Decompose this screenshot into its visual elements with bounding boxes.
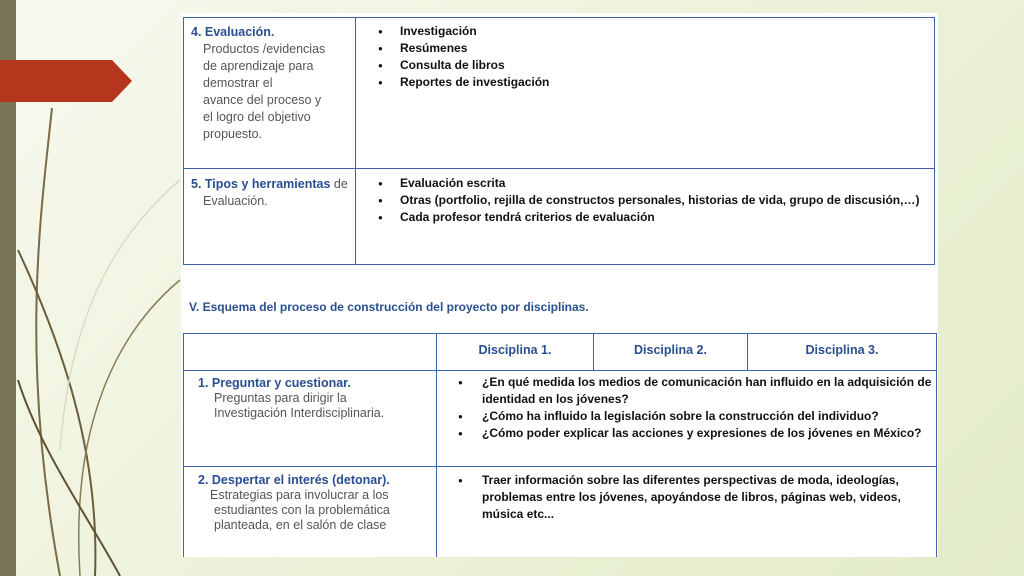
table-row xyxy=(184,467,936,558)
row-label xyxy=(198,473,390,533)
description-line: de aprendizaje para xyxy=(203,59,314,73)
evaluation-items xyxy=(370,23,549,91)
description-line: Estrategias para involucrar a los xyxy=(210,488,389,502)
question-items xyxy=(450,374,934,442)
section-heading: V. Esquema del proceso de construcción del proyecto por disciplinas. xyxy=(189,300,589,314)
description-line: planteada, en el salón de clase xyxy=(214,518,387,532)
description-line: Productos /evidencias xyxy=(203,42,326,56)
list-item: ● Resúmenes xyxy=(370,40,549,57)
row-title: 4. Evaluación. xyxy=(191,25,275,39)
description-line: estudiantes con la problemática xyxy=(214,503,390,517)
table-header-row xyxy=(184,334,936,371)
table-row xyxy=(184,168,934,264)
list-item: ● ¿Cómo ha influido la legislación sobre la construcción del individuo? xyxy=(450,408,934,425)
description-line: el logro del objetivo xyxy=(203,110,311,124)
row-title: 5. Tipos y herramientas xyxy=(191,177,331,191)
evaluation-table xyxy=(183,17,935,265)
list-item: ● ¿En qué medida los medios de comunicación han influido en la adquisición de identidad en los jóvenes? xyxy=(450,374,934,408)
list-item: ● Evaluación escrita xyxy=(370,175,919,192)
strategy-items xyxy=(450,472,934,523)
row-label xyxy=(198,376,384,421)
description-line: demostrar el xyxy=(203,76,273,90)
arrow-tab-decor xyxy=(0,60,132,102)
description-line: Investigación Interdisciplinaria. xyxy=(214,406,385,420)
list-item: ● ¿Cómo poder explicar las acciones y expresiones de los jóvenes en México? xyxy=(450,425,934,442)
list-item: ● Investigación xyxy=(370,23,549,40)
description-line: propuesto. xyxy=(203,127,263,141)
list-item: ● Consulta de libros xyxy=(370,57,549,74)
column-header: Disciplina 3. xyxy=(805,343,879,357)
row-label xyxy=(191,176,349,210)
description-line: avance del proceso y xyxy=(203,93,322,107)
row-title-suffix: de xyxy=(330,177,348,191)
table-row xyxy=(184,370,936,467)
table-row xyxy=(184,18,934,169)
column-header: Disciplina 2. xyxy=(634,343,707,357)
row-title: 2. Despertar el interés (detonar). xyxy=(198,473,390,487)
row-description xyxy=(191,41,349,143)
row-title: 1. Preguntar y cuestionar. xyxy=(198,376,351,390)
row-label xyxy=(191,24,349,143)
description-line: Preguntas para dirigir la xyxy=(214,391,347,405)
discipline-table xyxy=(183,333,937,557)
list-item: ● Reportes de investigación xyxy=(370,74,549,91)
column-header: Disciplina 1. xyxy=(478,343,552,357)
list-item: ● Cada profesor tendrá criterios de evaluación xyxy=(370,209,919,226)
row-description: Evaluación. xyxy=(203,194,268,208)
list-item: ● Otras (portfolio, rejilla de constructos personales, historias de vida, grupo de discusión,…) xyxy=(370,192,919,209)
document-page xyxy=(181,13,938,557)
tool-items xyxy=(370,175,919,226)
list-item: ● Traer información sobre las diferentes perspectivas de moda, ideologías, problemas entre los jóvenes, apoyándose de libros, páginas web, videos, música etc... xyxy=(450,472,934,523)
